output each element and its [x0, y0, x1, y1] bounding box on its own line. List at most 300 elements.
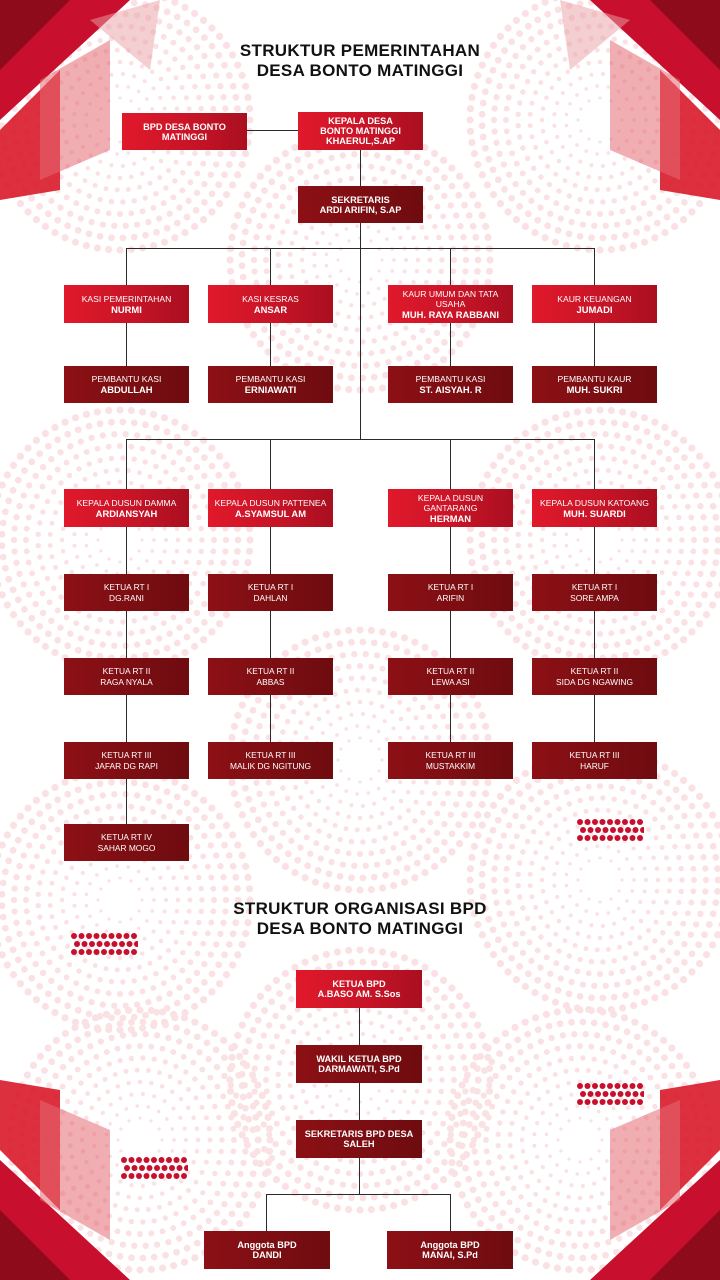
decorative-dot	[77, 1049, 83, 1055]
decorative-dot	[205, 864, 211, 870]
decorative-dot	[650, 614, 656, 620]
decorative-dot	[335, 733, 339, 737]
decorative-dot	[21, 852, 27, 858]
decorative-dot	[51, 585, 56, 590]
decorative-dot	[117, 443, 123, 449]
decorative-dot	[497, 1154, 502, 1159]
decorative-dot	[129, 99, 132, 102]
decorative-dot	[363, 1183, 369, 1189]
decorative-dot	[491, 877, 497, 883]
decorative-dot	[366, 327, 371, 332]
decorative-dot	[62, 779, 69, 786]
decorative-dot	[93, 1054, 99, 1060]
decorative-dot	[659, 807, 665, 813]
decorative-dot	[360, 875, 367, 882]
decorative-dot	[416, 345, 422, 351]
decorative-dot	[503, 877, 509, 883]
decorative-dot	[211, 537, 217, 543]
decorative-dot	[374, 152, 380, 158]
decorative-dot	[323, 818, 328, 823]
node-rt	[208, 658, 333, 695]
decorative-dot	[205, 84, 211, 90]
decorative-dot	[461, 202, 468, 209]
decorative-dot	[709, 811, 716, 818]
decorative-dot	[388, 1014, 393, 1019]
decorative-dot	[569, 1056, 574, 1061]
decorative-dot	[508, 798, 515, 805]
decorative-dot	[28, 195, 35, 202]
decorative-dot	[619, 244, 626, 251]
decorative-dot	[179, 967, 185, 973]
decorative-dot	[586, 444, 592, 450]
decorative-dot	[111, 1003, 117, 1009]
decorative-dot	[151, 86, 155, 90]
decorative-dot	[64, 222, 71, 229]
decorative-dot	[432, 724, 437, 729]
decorative-dot	[438, 1089, 443, 1094]
decorative-dot	[4, 961, 11, 968]
decorative-dot	[117, 211, 123, 217]
decorative-dot	[201, 619, 208, 626]
decorative-dot	[194, 190, 200, 196]
decorative-dot	[220, 1037, 227, 1044]
decorative-dot	[323, 882, 330, 889]
decorative-dot	[171, 1106, 175, 1110]
decorative-dot	[531, 4, 538, 11]
decorative-dot	[129, 1093, 133, 1097]
decorative-dot	[617, 185, 622, 190]
decorative-dot	[555, 647, 562, 654]
decorative-dot	[45, 576, 50, 581]
decorative-dot	[268, 998, 275, 1005]
decorative-dot	[580, 1219, 585, 1224]
decorative-dot	[654, 1064, 660, 1070]
decorative-dot	[683, 1062, 690, 1069]
decorative-dot	[246, 548, 253, 555]
decorative-dot	[393, 331, 398, 336]
decorative-dot	[595, 947, 600, 952]
decorative-dot	[104, 941, 110, 947]
decorative-dot	[145, 435, 151, 441]
decorative-dot	[340, 861, 346, 867]
decorative-dot	[558, 975, 564, 981]
decorative-dot	[514, 1036, 521, 1043]
decorative-dot	[496, 1050, 503, 1057]
decorative-dot	[261, 712, 267, 718]
decorative-dot	[385, 155, 391, 161]
decorative-dot	[181, 4, 188, 11]
decorative-dot	[597, 971, 603, 977]
decorative-dot	[0, 554, 7, 561]
decorative-dot	[218, 1149, 223, 1154]
decorative-dot	[608, 970, 614, 976]
decorative-dot	[36, 623, 43, 630]
decorative-dot	[191, 430, 198, 437]
decorative-dot	[171, 96, 176, 101]
decorative-dot	[565, 124, 569, 128]
decorative-dot	[74, 1036, 81, 1043]
decorative-dot	[78, 635, 84, 641]
title-line-2: DESA BONTO MATINGGI	[256, 919, 464, 938]
decorative-dot	[266, 1100, 272, 1106]
decorative-dot	[65, 1043, 72, 1050]
decorative-dot	[129, 1173, 135, 1179]
decorative-dot	[647, 783, 653, 789]
decorative-dot	[703, 877, 709, 883]
decorative-dot	[160, 1084, 165, 1089]
decorative-dot	[528, 198, 534, 204]
decorative-dot	[651, 856, 656, 861]
decorative-dot	[217, 863, 223, 869]
decorative-dot	[611, 958, 616, 963]
decorative-dot	[32, 833, 38, 839]
decorative-dot	[180, 170, 185, 175]
decorative-dot	[275, 252, 280, 257]
decorative-dot	[575, 968, 581, 974]
decorative-dot	[120, 199, 125, 204]
decorative-dot	[603, 1059, 608, 1064]
decorative-dot	[398, 280, 402, 284]
decorative-dot	[569, 1093, 573, 1097]
decorative-dot	[355, 327, 360, 332]
decorative-dot	[295, 827, 301, 833]
decorative-dot	[245, 217, 252, 224]
decorative-dot	[174, 14, 181, 21]
decorative-dot	[244, 94, 251, 101]
decorative-dot	[112, 941, 118, 947]
decorative-dot	[525, 156, 530, 161]
decorative-dot	[187, 475, 193, 481]
decorative-dot	[595, 187, 600, 192]
decorative-dot	[109, 949, 115, 955]
node-name: DAHLAN	[253, 593, 288, 603]
node-name: JUMADI	[576, 303, 613, 315]
decorative-dot	[153, 611, 158, 616]
decorative-dot	[555, 1163, 559, 1167]
decorative-dot	[552, 544, 556, 548]
decorative-dot	[398, 736, 402, 740]
decorative-dot	[577, 1231, 583, 1237]
decorative-dot	[298, 720, 303, 725]
decorative-dot	[485, 837, 492, 844]
decorative-dot	[696, 620, 703, 627]
decorative-dot	[95, 873, 99, 877]
node-kasi	[532, 285, 657, 323]
decorative-dot	[493, 560, 499, 566]
decorative-dot	[496, 83, 502, 89]
decorative-dot	[357, 663, 363, 669]
decorative-dot	[656, 789, 662, 795]
decorative-dot	[503, 117, 509, 123]
decorative-dot	[516, 623, 523, 630]
decorative-dot	[632, 1076, 637, 1081]
decorative-dot	[369, 739, 372, 742]
decorative-dot	[201, 473, 207, 479]
decorative-dot	[108, 1122, 112, 1126]
node-rt	[208, 574, 333, 611]
decorative-dot	[65, 1099, 70, 1104]
decorative-dot	[606, 468, 611, 473]
decorative-dot	[172, 1138, 176, 1142]
decorative-dot	[564, 1169, 568, 1173]
decorative-dot	[591, 1254, 598, 1261]
decorative-dot	[380, 1024, 385, 1029]
decorative-dot	[481, 1181, 487, 1187]
decorative-dot	[106, 1023, 113, 1030]
decorative-dot	[335, 783, 339, 787]
node-name: ARDIANSYAH	[95, 507, 158, 519]
decorative-dot	[209, 971, 216, 978]
decorative-dot	[164, 645, 171, 652]
decorative-dot	[280, 1150, 286, 1156]
decorative-dot	[223, 191, 230, 198]
decorative-dot	[479, 882, 486, 889]
decorative-dot	[671, 223, 678, 230]
decorative-dot	[479, 212, 486, 219]
decorative-dot	[512, 473, 518, 479]
decorative-dot	[143, 157, 147, 161]
decorative-dot	[703, 537, 709, 543]
decorative-dot	[218, 1126, 223, 1131]
decorative-dot	[194, 970, 200, 976]
decorative-dot	[622, 1099, 628, 1105]
decorative-dot	[651, 1030, 658, 1037]
decorative-dot	[439, 257, 444, 262]
decorative-dot	[385, 279, 389, 283]
decorative-dot	[578, 1196, 583, 1201]
decorative-dot	[196, 515, 201, 520]
decorative-dot	[181, 1014, 188, 1021]
decorative-dot	[174, 940, 179, 945]
decorative-dot	[366, 791, 370, 795]
decorative-dot	[665, 456, 671, 462]
decorative-dot	[106, 804, 112, 810]
node-label: KETUA RT III	[245, 750, 296, 760]
connector-rt-col-4	[594, 526, 595, 742]
decorative-dot	[50, 881, 55, 886]
decorative-dot	[456, 993, 463, 1000]
decorative-dot	[194, 1034, 201, 1041]
decorative-dot	[398, 236, 402, 240]
decorative-dot	[690, 526, 696, 532]
decorative-dot	[592, 1083, 598, 1089]
decorative-dot	[508, 615, 515, 622]
decorative-dot	[596, 246, 603, 253]
connector-dusun-bar	[126, 439, 595, 440]
decorative-dot	[427, 1089, 432, 1094]
decorative-dot	[427, 1121, 432, 1126]
decorative-dot	[93, 183, 98, 188]
decorative-dot	[344, 227, 348, 231]
decorative-dot	[688, 822, 694, 828]
decorative-dot	[326, 806, 331, 811]
decorative-dot	[88, 882, 92, 886]
decorative-dot	[128, 210, 134, 216]
decorative-dot	[349, 713, 353, 717]
decorative-dot	[139, 1024, 146, 1031]
decorative-dot	[577, 617, 582, 622]
decorative-dot	[276, 343, 283, 350]
decorative-dot	[636, 1225, 642, 1231]
decorative-dot	[579, 527, 582, 530]
decorative-dot	[176, 449, 182, 455]
decorative-dot	[401, 840, 407, 846]
decorative-dot	[564, 1206, 569, 1211]
decorative-dot	[119, 1127, 122, 1130]
decorative-dot	[567, 613, 572, 618]
decorative-dot	[552, 872, 556, 876]
decorative-dot	[493, 94, 499, 100]
decorative-dot	[676, 855, 681, 860]
decorative-dot	[533, 1192, 538, 1197]
decorative-dot	[34, 493, 40, 499]
decorative-dot	[513, 976, 520, 983]
decorative-dot	[5, 497, 12, 504]
decorative-dot	[143, 1031, 149, 1037]
decorative-dot	[643, 867, 647, 871]
decorative-dot	[175, 526, 180, 531]
decorative-dot	[234, 712, 241, 719]
decorative-dot	[440, 801, 446, 807]
decorative-dot	[21, 467, 28, 474]
decorative-dot	[524, 1160, 529, 1165]
decorative-dot	[530, 1170, 535, 1175]
decorative-dot	[486, 1160, 492, 1166]
decorative-dot	[115, 1046, 121, 1052]
decorative-dot	[388, 821, 393, 826]
decorative-dot	[45, 499, 50, 504]
decorative-dot	[462, 1065, 468, 1071]
decorative-dot	[200, 636, 207, 643]
decorative-dot	[567, 193, 572, 198]
connector-dusun-3	[450, 439, 451, 489]
decorative-dot	[660, 1037, 667, 1044]
decorative-dot	[337, 960, 344, 967]
decorative-dot	[592, 835, 598, 841]
decorative-dot	[396, 355, 402, 361]
decorative-dot	[226, 256, 233, 263]
decorative-dot	[275, 1083, 280, 1088]
decorative-dot	[193, 207, 200, 214]
decorative-dot	[21, 966, 28, 973]
decorative-dot	[633, 951, 638, 956]
decorative-dot	[628, 941, 633, 946]
node-name: A.BASO AM. S.Sos	[317, 989, 401, 999]
decorative-dot	[170, 1262, 177, 1269]
decorative-dot	[595, 1091, 601, 1097]
decorative-dot	[124, 949, 130, 955]
decorative-dot	[445, 1044, 451, 1050]
decorative-dot	[513, 216, 520, 223]
decorative-dot	[191, 1003, 198, 1010]
decorative-dot	[36, 203, 43, 210]
decorative-dot	[611, 234, 618, 241]
corner-ornament-top-right	[560, 0, 720, 200]
decorative-dot	[42, 430, 49, 437]
decorative-dot	[506, 171, 512, 177]
decorative-dot	[253, 234, 259, 240]
decorative-dot	[614, 432, 620, 438]
decorative-dot	[148, 961, 153, 966]
decorative-dot	[667, 581, 672, 586]
decorative-dot	[491, 105, 497, 111]
decorative-dot	[518, 1100, 523, 1105]
decorative-dot	[441, 339, 448, 346]
decorative-dot	[177, 1195, 182, 1200]
decorative-dot	[167, 23, 173, 29]
decorative-dot	[180, 950, 185, 955]
decorative-dot	[555, 426, 562, 433]
decorative-dot	[482, 1110, 489, 1117]
decorative-dot	[0, 842, 6, 849]
decorative-dot	[158, 560, 162, 564]
decorative-dot	[474, 1065, 481, 1072]
decorative-dot	[78, 215, 84, 221]
decorative-dot	[338, 1036, 342, 1040]
decorative-dot	[532, 1259, 539, 1266]
decorative-dot	[450, 1088, 456, 1094]
decorative-dot	[183, 1127, 187, 1131]
decorative-dot	[544, 194, 550, 200]
decorative-dot	[493, 140, 499, 146]
decorative-dot	[516, 963, 523, 970]
decorative-dot	[615, 1083, 621, 1089]
decorative-dot	[425, 176, 431, 182]
decorative-dot	[546, 1090, 551, 1095]
decorative-dot	[522, 983, 529, 990]
decorative-dot	[536, 1208, 541, 1213]
decorative-dot	[81, 565, 85, 569]
decorative-dot	[143, 459, 148, 464]
decorative-dot	[469, 191, 476, 198]
decorative-dot	[431, 150, 438, 157]
decorative-dot	[600, 959, 605, 964]
decorative-dot	[222, 548, 228, 554]
decorative-dot	[371, 676, 376, 681]
decorative-dot	[239, 1022, 246, 1029]
decorative-dot	[696, 200, 703, 207]
decorative-dot	[611, 198, 616, 203]
decorative-dot	[617, 527, 620, 530]
decorative-dot	[406, 808, 411, 813]
decorative-dot	[358, 700, 363, 705]
decorative-dot	[450, 1066, 456, 1072]
decorative-dot	[538, 820, 543, 825]
decorative-dot	[476, 1171, 482, 1177]
decorative-dot	[151, 1218, 156, 1223]
decorative-dot	[201, 1024, 208, 1031]
decorative-dot	[647, 971, 653, 977]
decorative-dot	[509, 84, 515, 90]
decorative-dot	[222, 885, 228, 891]
decorative-dot	[403, 1089, 407, 1093]
decorative-dot	[153, 649, 160, 656]
decorative-dot	[647, 1094, 652, 1099]
decorative-dot	[201, 181, 207, 187]
decorative-dot	[280, 1105, 285, 1110]
decorative-dot	[205, 150, 211, 156]
decorative-dot	[344, 727, 348, 731]
decorative-dot	[403, 1009, 408, 1014]
decorative-dot	[665, 618, 671, 624]
decorative-dot	[75, 555, 79, 559]
decorative-dot	[46, 1082, 52, 1088]
decorative-dot	[659, 947, 665, 953]
decorative-dot	[30, 1062, 37, 1069]
decorative-dot	[474, 161, 481, 168]
decorative-dot	[134, 641, 140, 647]
decorative-dot	[175, 549, 180, 554]
